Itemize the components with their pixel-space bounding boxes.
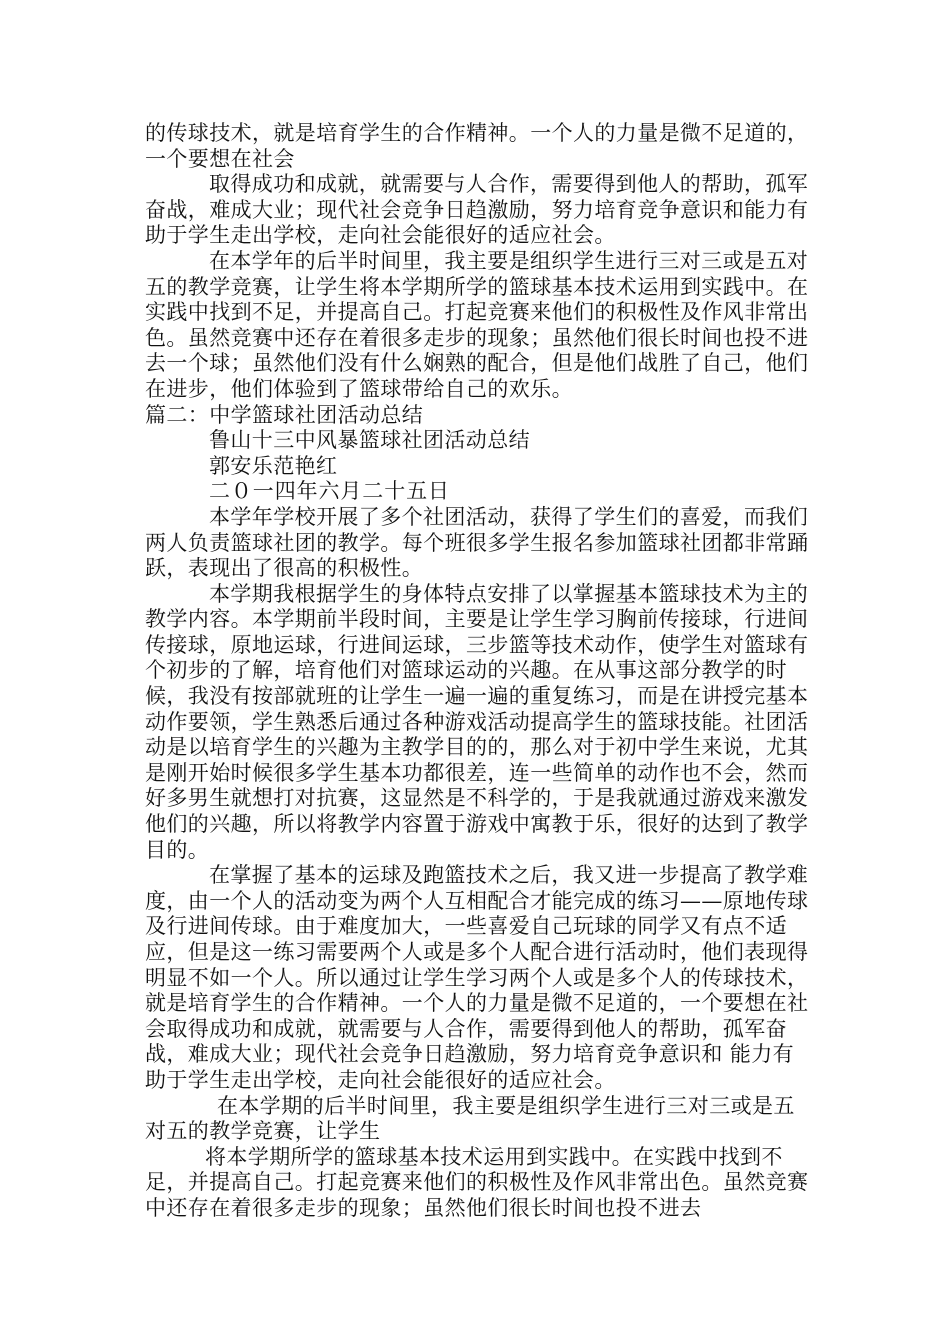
paragraph: 将本学期所学的篮球基本技术运用到实践中。在实践中找到不足，并提高自己。打起竞赛来他们的积极性及作风非常出色。虽然竞赛中还存在着很多走步的现象；虽然他们很长时间也投不进去 bbox=[145, 1144, 809, 1220]
document-body bbox=[145, 121, 815, 1222]
paragraph: 在本学年的后半时间里，我主要是组织学生进行三对三或是五对五的教学竞赛，让学生将本学期所学的篮球基本技术运用到实践中。在实践中找到不足，并提高自己。打起竞赛来他们的积极性及作风非常出色。虽然竞赛中还存在着很多走步的现象；虽然他们很长时间也投不进去一个球；虽然他们没有什么娴熟的配合，但是他们战胜了自己，他们在进步，他们体验到了篮球带给自己的欢乐。 bbox=[145, 248, 809, 401]
paragraph: 本学年学校开展了多个社团活动，获得了学生们的喜爱，而我们两人负责篮球社团的教学。每个班很多学生报名参加篮球社团都非常踊跃，表现出了很高的积极性。 bbox=[145, 504, 809, 581]
paragraph: 在本学期的后半时间里，我主要是组织学生进行三对三或是五对五的教学竞赛，让学生 bbox=[145, 1093, 795, 1144]
author-line: 郭安乐范艳红 bbox=[209, 453, 338, 478]
date-line: 二０一四年六月二十五日 bbox=[209, 479, 450, 504]
paragraph-continued: 的传球技术，就是培育学生的合作精神。一个人的力量是微不足道的，一个要想在社会 bbox=[145, 121, 809, 171]
paragraph: 本学期我根据学生的身体特点安排了以掌握基本篮球技术为主的教学内容。本学期前半段时间，主要是让学生学习胸前传接球，行进间传接球，原地运球，行进间运球，三步篮等技术动作，使学生对篮球有个初步的了解，培育他们对篮球运动的兴趣。在从事这部分教学的时候，我没有按部就班的让学生一遍一遍的重复练习，而是在讲授完基本动作要领，学生熟悉后通过各种游戏活动提高学生的篮球技能。社团活动是以培育学生的兴趣为主教学目的的，那么对于初中学生来说，尤其是刚开始时候很多学生基本功都很差，连一些简单的动作也不会，然而好多男生就想打对抗赛，这显然是不科学的，于是我就通过游戏来激发他们的兴趣，所以将教学内容置于游戏中寓教于乐，很好的达到了教学目的。 bbox=[145, 581, 809, 862]
paragraph: 在掌握了基本的运球及跑篮技术之后，我又进一步提高了教学难度，由一个人的活动变为两个人互相配合才能完成的练习——原地传球及行进间传球。由于难度加大，一些喜爱自己玩球的同学又有点不适应，但是这一练习需要两个人或是多个人配合进行活动时，他们表现得明显不如一个人。所以通过让学生学习两个人或是多个人的传球技术，就是培育学生的合作精神。一个人的力量是微不足道的，一个要想在社会取得成功和成就，就需要与人合作，需要得到他人的帮助，孤军奋战，难成大业；现代社会竞争日趋激励，努力培育竞争意识和 能力有助于学生走出学校，走向社会能很好的适应社会。 bbox=[145, 863, 809, 1092]
paragraph: 取得成功和成就，就需要与人合作，需要得到他人的帮助，孤军奋战，难成大业；现代社会竞争日趋激励，努力培育竞争意识和能力有助于学生走出学校，走向社会能很好的适应社会。 bbox=[145, 172, 809, 248]
section-heading: 篇二：中学篮球社团活动总结 bbox=[145, 402, 424, 427]
article-title: 鲁山十三中风暴篮球社团活动总结 bbox=[209, 428, 530, 453]
